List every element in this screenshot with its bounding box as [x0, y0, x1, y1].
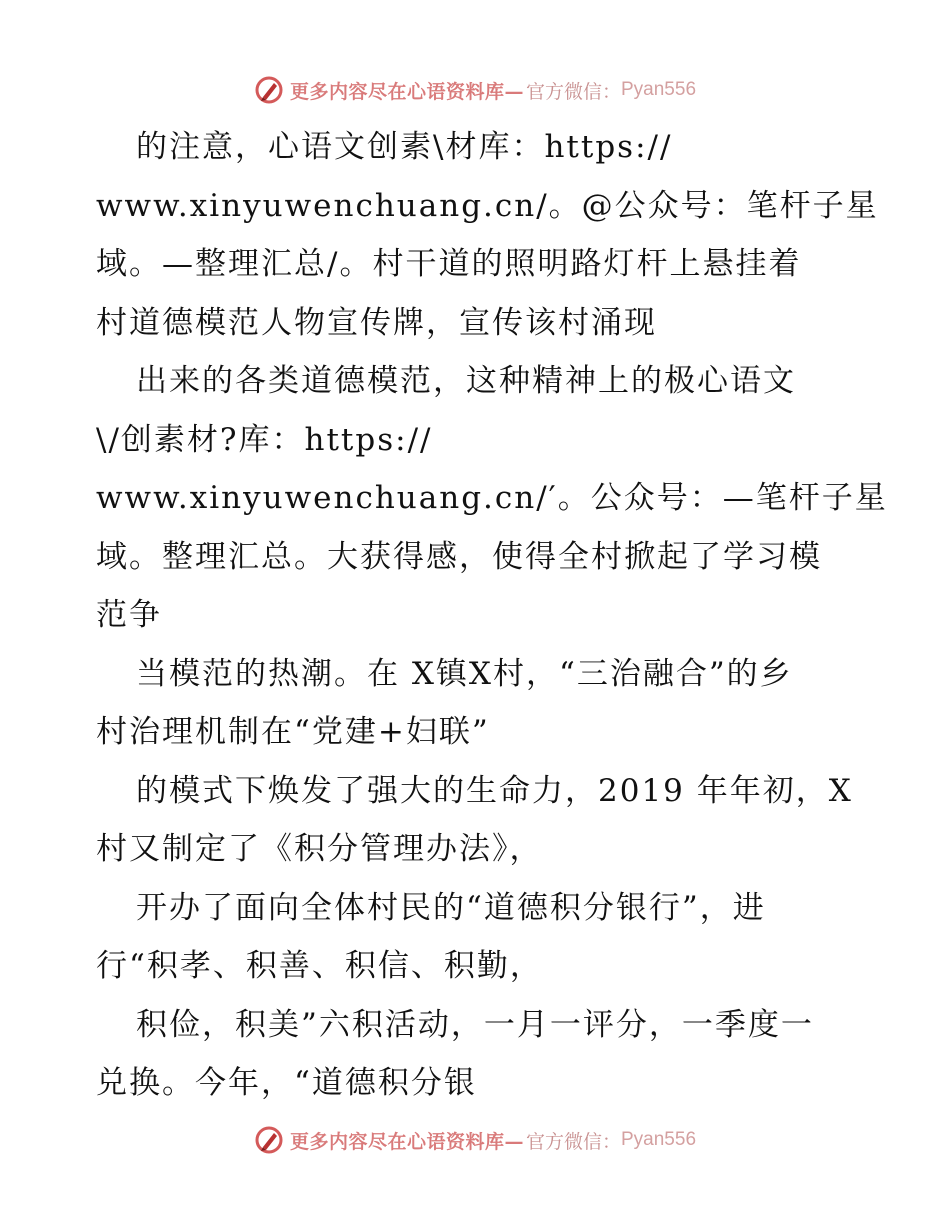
banner-wechat-id: Pyan556	[621, 79, 697, 100]
body-line: 村道德模范人物宣传牌，宣传该村涌现	[96, 304, 657, 341]
body-line: www.xinyuwenchuang.cn/′。公众号：—笔杆子星	[96, 480, 888, 516]
banner-main-text: 更多内容尽在心语资料库—	[289, 1130, 524, 1153]
body-line: 兑换。今年，“道德积分银	[96, 1065, 477, 1101]
document-body	[96, 118, 896, 1113]
body-line: 村又制定了《积分管理办法》，	[96, 831, 543, 867]
banner-wechat-id: Pyan556	[621, 1129, 697, 1150]
body-line: 出来的各类道德模范，这种精神上的极心语文	[136, 363, 796, 399]
body-line: 的模式下焕发了强大的生命力，2019 年年初，X	[136, 772, 853, 809]
body-line: \/创素材?库：https://	[96, 421, 433, 458]
footer-watermark-banner	[0, 1120, 950, 1160]
body-line: 域。整理汇总。大获得感，使得全村掀起了学习模	[96, 538, 822, 575]
banner-text	[290, 77, 696, 104]
pen-logo-icon	[254, 75, 284, 105]
body-line: 开办了面向全体村民的“道德积分银行”，进	[136, 889, 766, 926]
body-line: 域。—整理汇总/。村干道的照明路灯杆上悬挂着	[96, 246, 802, 282]
body-line: www.xinyuwenchuang.cn/。@公众号：笔杆子星	[96, 187, 879, 224]
body-line: 范争	[96, 597, 162, 633]
body-line: 的注意，心语文创素\材库：https://	[136, 129, 673, 165]
header-watermark-banner	[0, 70, 950, 110]
body-line: 当模范的热潮。在 X镇X村，“三治融合”的乡	[136, 655, 793, 692]
banner-main-text: 更多内容尽在心语资料库—	[289, 80, 524, 103]
banner-text	[290, 1127, 696, 1154]
body-line: 行“积孝、积善、积信、积勤，	[96, 948, 543, 984]
body-line: 积俭，积美”六积活动，一月一评分，一季度一	[136, 1006, 814, 1043]
body-line: 村治理机制在“党建+妇联”	[96, 714, 490, 750]
banner-wechat-label: 官方微信：	[525, 1130, 621, 1153]
banner-wechat-label: 官方微信：	[525, 80, 621, 103]
pen-logo-icon	[254, 1125, 284, 1155]
